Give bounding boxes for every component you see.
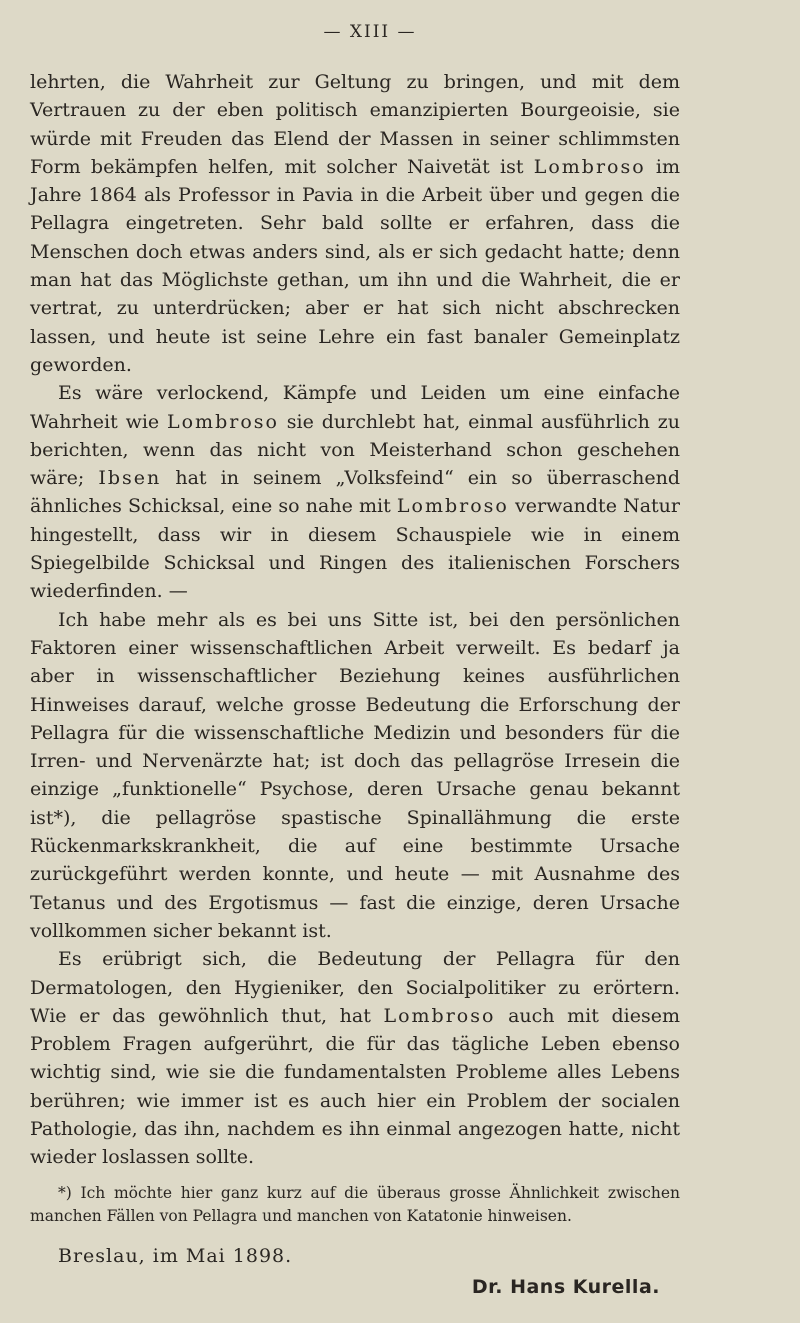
text-run: verwandte Natur hingestellt, dass wir in diesem Schauspiele wie in einem Spiegelbilde Schicksal und Ringen des italienischen Forschers wiederfinden. — <box>30 495 681 603</box>
paragraph-3 <box>30 606 680 946</box>
text-run: Es erübrigt sich, die Bedeutung der Pellagra für den Dermatologen, den Hygieniker, den Socialpolitiker zu erörtern. Wie er das gewöhnlich thut, hat <box>30 948 680 1027</box>
author-signature: Dr. Hans Kurella. <box>471 1275 660 1298</box>
paragraph-2 <box>30 379 680 605</box>
text-run: im Jahre 1864 als Professor in Pavia in die Arbeit über und gegen die Pellagra eingetreten. Sehr bald sollte er erfahren, dass die Menschen doch etwas anders sind, als er sich gedacht hatte; denn man hat das Möglichste gethan, um ihn und die Wahrheit, die er vertrat, zu unterdrücken; aber er hat sich nicht abschrecken lassen, und heute ist seine Lehre ein fast banaler Gemeinplatz geworden. <box>30 155 680 376</box>
name-lombroso: Lombroso <box>533 155 646 178</box>
page-number: — XIII — <box>323 22 417 42</box>
text-run: lehrten, die Wahrheit zur Geltung zu bringen, und mit dem Vertrauen zu der eben politisch emanzipierten Bourgeoisie, sie würde mit Freuden das Elend der Massen in seiner schlimmsten Form bekämpfen helfen, mit solcher Naivetät ist <box>30 71 680 178</box>
signoff <box>30 1242 680 1298</box>
place-date: Breslau, im Mai 1898. <box>58 1244 293 1267</box>
text-run: sie durchlebt hat, einmal ausführlich zu berichten, wenn das nicht von Meisterhand schon geschehen wäre; <box>30 410 680 490</box>
page <box>30 22 680 1298</box>
paragraph-1 <box>30 68 680 379</box>
footnote: *) Ich möchte hier ganz kurz auf die überaus grosse Ähnlichkeit zwischen manchen Fällen von Pellagra und manchen von Katatonie hinweisen. <box>30 1183 680 1225</box>
name-ibsen: Ibsen <box>98 467 162 490</box>
name-lombroso: Lombroso <box>383 1004 496 1027</box>
text-run: Es wäre verlockend, Kämpfe und Leiden um eine einfache Wahrheit wie <box>30 382 680 433</box>
text-run: hat in seinem „Volksfeind“ ein so überraschend ähnliches Schicksal, eine so nahe mit <box>30 467 681 518</box>
name-lombroso: Lombroso <box>167 410 279 433</box>
paragraph-4 <box>30 945 680 1171</box>
text-run: auch mit diesem Problem Fragen aufgerührt, die für das tägliche Leben ebenso wichtig sind, wie sie die fundamentalsten Probleme alles Lebens berühren; wie immer ist es auch hier ein Problem der socialen Pathologie, das ihn, nachdem es ihn einmal angezogen hatte, nicht wieder loslassen sollte. <box>30 1004 680 1169</box>
text-run: Ich habe mehr als es bei uns Sitte ist, bei den persönlichen Faktoren einer wissenschaftlichen Arbeit verweilt. Es bedarf ja aber in wissenschaftlicher Beziehung keines ausführlichen Hinweises darauf, welche grosse Bedeutung die Erforschung der Pellagra für die wissenschaftliche Medizin und besonders für die Irren- und Nervenärzte hat; ist doch das pellagröse Irresein die einzige „funktionelle“ Psychose, deren Ursache genau bekannt ist*), die pellagröse spastische Spinallähmung die erste Rückenmarkskrankheit, die auf eine bestimmte Ursache zurückgeführt werden konnte, und heute — mit Ausnahme des Tetanus und des Ergotismus — fast die einzige, deren Ursache vollkommen sicher bekannt ist. <box>30 608 680 942</box>
name-lombroso: Lombroso <box>396 495 509 518</box>
